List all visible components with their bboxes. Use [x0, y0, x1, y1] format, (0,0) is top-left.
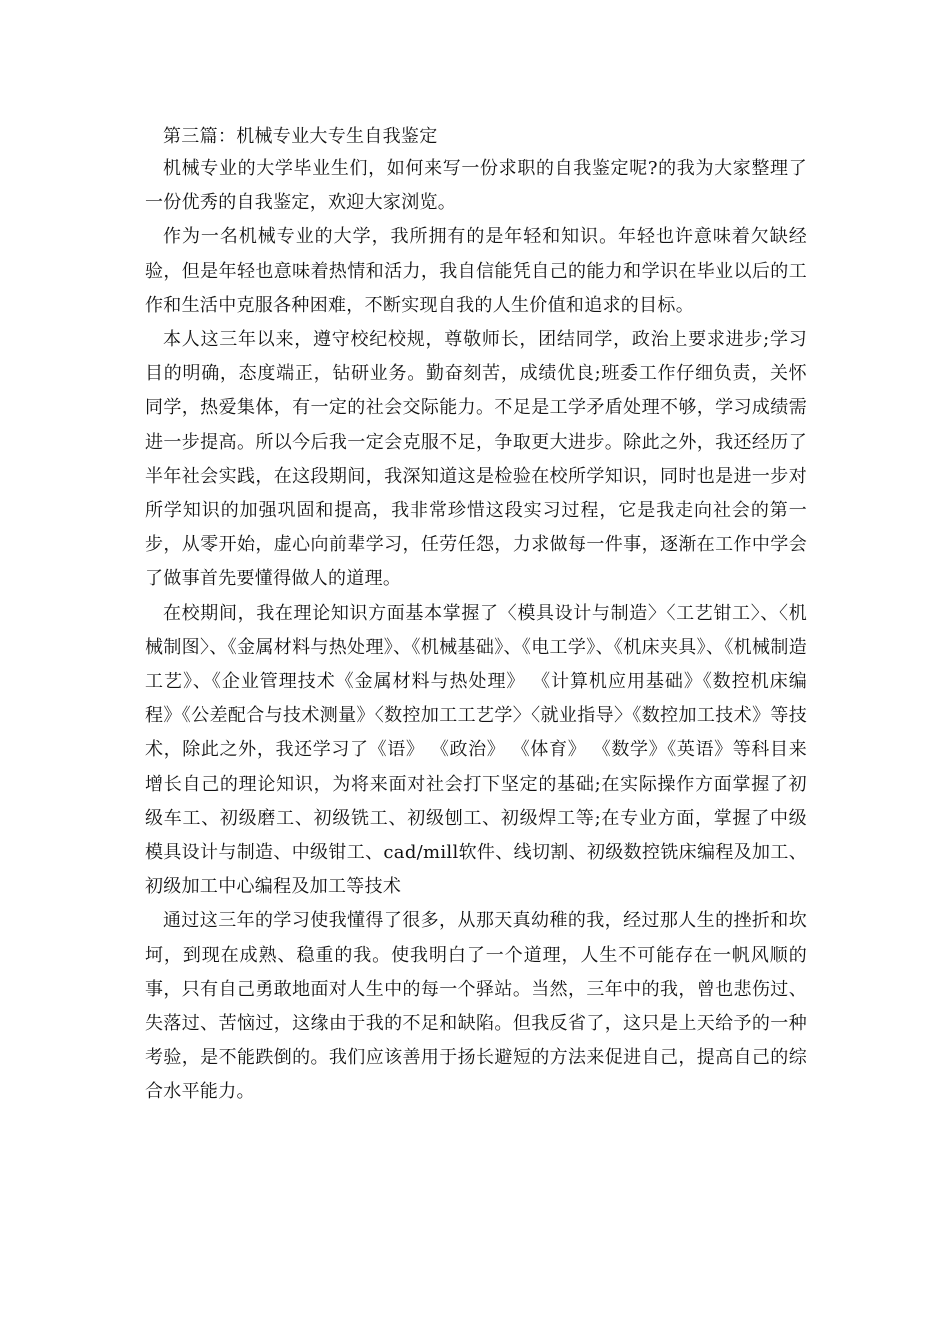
paragraph-youth: 作为一名机械专业的大学，我所拥有的是年轻和知识。年轻也许意味着欠缺经验，但是年轻也意味着热情和活力，我自信能凭自己的能力和学识在毕业以后的工作和生活中克服各种困难，不断实现自我的人生价值和追求的目标。 [145, 226, 807, 316]
paragraph-courses: 在校期间，我在理论知识方面基本掌握了〈模具设计与制造〉〈工艺钳工〉、〈机械制图〉、《金属材料与热处理》、《机械基础》、《电工学》、《机床夹具》、《机械制造工艺》、《企业管理技术《金属材料与热处理》 《计算机应用基础》《数控机床编程》《公差配合与技术测量》〈数控加工工艺学〉〈就业指导〉《数控加工技术》等技术，除此之外，我还学习了《语》 《政治》 《体育》 《数学》《英语》等科目来增长自己的理论知识，为将来面对社会打下坚定的基础;在实际操作方面掌握了初级车工、初级磨工、初级铣工、初级刨工、初级焊工等;在专业方面，掌握了中级模具设计与制造、中级钳工、cad/mill软件、线切割、初级数控铣床编程及加工、初级加工中心编程及加工等技术 [145, 602, 807, 898]
document-title: 第三篇：机械专业大专生自我鉴定 [163, 126, 438, 147]
paragraph-growth: 通过这三年的学习使我懂得了很多，从那天真幼稚的我，经过那人生的挫折和坎坷，到现在成熟、稳重的我。使我明白了一个道理，人生不可能存在一帆风顺的事，只有自己勇敢地面对人生中的每一个驿站。当然，三年中的我，曾也悲伤过、失落过、苦恼过，这缘由于我的不足和缺陷。但我反省了，这只是上天给予的一种考验，是不能跌倒的。我们应该善用于扬长避短的方法来促进自己，提高自己的综合水平能力。 [145, 910, 807, 1103]
paragraph-conduct: 本人这三年以来，遵守校纪校规，尊敬师长，团结同学，政治上要求进步;学习目的明确，态度端正，钻研业务。勤奋刻苦，成绩优良;班委工作仔细负责，关怀同学，热爱集体，有一定的社会交际能力。不足是工学矛盾处理不够，学习成绩需进一步提高。所以今后我一定会克服不足，争取更大进步。除此之外，我还经历了半年社会实践，在这段期间，我深知道这是检验在校所学知识，同时也是进一步对所学知识的加强巩固和提高，我非常珍惜这段实习过程，它是我走向社会的第一步，从零开始，虚心向前辈学习，任劳任怨，力求做每一件事，逐渐在工作中学会了做事首先要懂得做人的道理。 [145, 329, 807, 590]
document-page [145, 122, 807, 1110]
paragraph-intro: 机械专业的大学毕业生们，如何来写一份求职的自我鉴定呢?的我为大家整理了一份优秀的自我鉴定，欢迎大家浏览。 [145, 158, 807, 214]
